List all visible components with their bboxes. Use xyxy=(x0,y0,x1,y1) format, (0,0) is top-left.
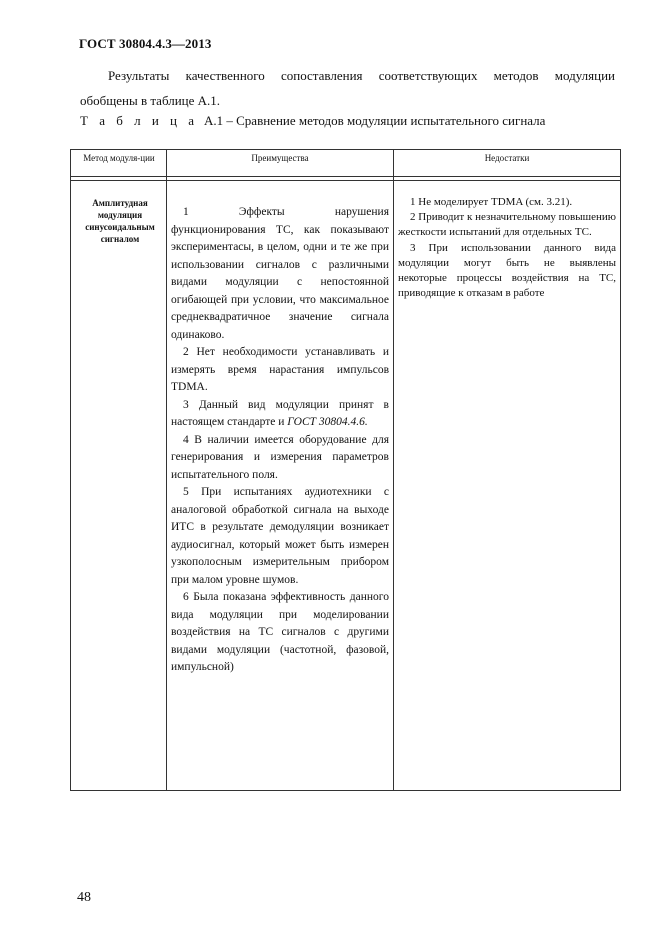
column-divider xyxy=(393,150,394,790)
advantage-item-text: 3 Данный вид модуляции принят в настоящем стандарте и xyxy=(171,398,389,428)
disadvantage-item: 1 Не моделирует TDMA (см. 3.21). xyxy=(410,196,573,208)
advantages-cell xyxy=(171,204,389,677)
column-divider xyxy=(166,150,167,790)
caption-prefix: Т а б л и ц а xyxy=(80,113,198,128)
disadvantage-item: 2 Приводит к незначительному повышению жесткости испытаний для отдельных ТС. xyxy=(398,211,616,239)
document-header: ГОСТ 30804.4.3—2013 xyxy=(79,36,212,51)
intro-paragraph xyxy=(80,63,615,113)
method-cell: Амплитудная модуляция синусоидальным сигналом xyxy=(85,198,155,244)
advantage-item xyxy=(171,397,389,432)
intro-line-1: Результаты качественного сопоставления соответствующих методов модуляции xyxy=(108,68,615,83)
advantage-item: 6 Была показана эффективность данного вида модуляции при моделировании воздействия на ТС сигналов с другими видами модуляции (частотной, фазовой, импульсной) xyxy=(171,591,389,673)
table-caption xyxy=(80,113,545,129)
caption-text: А.1 – Сравнение методов модуляции испытательного сигнала xyxy=(204,113,546,128)
intro-line-2: обобщены в таблице А.1. xyxy=(80,93,221,108)
header-method: Метод модуля-ции xyxy=(83,153,155,163)
header-row-divider xyxy=(71,176,620,177)
header-advantages: Преимущества xyxy=(251,153,309,163)
page-number: 48 xyxy=(77,890,91,905)
header-disadvantages: Недостатки xyxy=(484,153,530,163)
header-row-divider xyxy=(71,180,620,181)
advantage-item: 2 Нет необходимости устанавливать и измерять время нарастания импульсов TDMA. xyxy=(171,346,389,393)
standard-reference: ГОСТ 30804.4.6. xyxy=(287,416,368,428)
advantage-item: 5 При испытаниях аудиотехники с аналоговой обработкой сигнала на выходе ИТС в результате демодуляции возникает аудиосигнал, который может быть измерен узкополосным измерительным прибором при малом уровне шумов. xyxy=(171,486,389,586)
comparison-table xyxy=(70,149,621,791)
disadvantage-item: 3 При использовании данного вида модуляции могут быть не выявлены некоторые процессы воздействия на ТС, приводящие к отказам в работе xyxy=(398,241,616,300)
advantage-item: 4 В наличии имеется оборудование для генерирования и измерения параметров испытательного поля. xyxy=(171,433,389,481)
advantage-item: 1 Эффекты нарушения функционирования ТС, как показывают экспериментасы, в целом, одни и те же при использовании сигналов с различными видами модуляции с непостоянной огибающей при условии, что максимальное среднеквадратичное значение сигнала одинаково. xyxy=(171,206,389,341)
disadvantages-cell xyxy=(398,195,616,301)
